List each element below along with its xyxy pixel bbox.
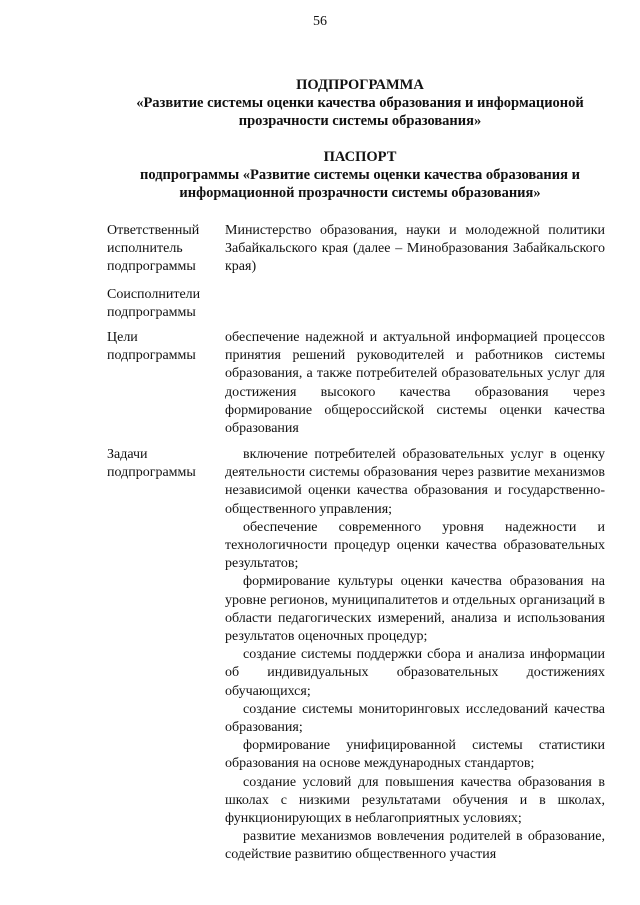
- task-item: формирование унифицированной системы статистики образования на основе международных стандартов;: [225, 738, 605, 772]
- coexecutors-label: Соисполнители подпрограммы: [107, 287, 201, 321]
- page-number: 56: [313, 14, 327, 29]
- responsible-executor-value: Министерство образования, науки и молодежной политики Забайкальского края (далее – Минобразования Забайкальского края): [225, 223, 605, 275]
- passport-title: [60, 148, 640, 202]
- subprogram-title-line-3: прозрачности системы образования»: [238, 113, 482, 129]
- passport-title-line-1: ПАСПОРТ: [323, 149, 397, 165]
- responsible-executor-label: Ответственный исполнитель подпрограммы: [107, 223, 200, 275]
- task-item: создание системы поддержки сбора и анализа информации об индивидуальных образовательных достижениях обучающихся;: [225, 647, 605, 699]
- task-item: создание условий для повышения качества образования в школах с низкими результатами обучения и в школах, функционирующих в неблагоприятных условиях;: [225, 774, 605, 827]
- goals-label: Цели подпрограммы: [107, 330, 196, 364]
- task-item: развитие механизмов вовлечения родителей в образование, содействие развитию общественного участия: [225, 829, 605, 863]
- task-item: создание системы мониторинговых исследований качества образования;: [225, 701, 605, 736]
- task-item: формирование культуры оценки качества образования на уровне регионов, муниципалитетов и отдельных организаций в области педагогических измерений, анализа и использования результатов оценочных процедур;: [225, 574, 605, 645]
- tasks-list: [225, 446, 605, 865]
- passport-title-line-2: подпрограммы «Развитие системы оценки качества образования и: [140, 167, 580, 183]
- goals-value: обеспечение надежной и актуальной информацией процессов принятия решений руководителей и работников системы образования, а также потребителей образовательных услуг для достижения высокого качества образования через формирование общероссийской системы оценки качества образования: [225, 330, 605, 437]
- tasks-label: Задачи подпрограммы: [107, 447, 196, 481]
- subprogram-title: [60, 76, 640, 130]
- passport-title-line-3: информационной прозрачности системы образования»: [179, 185, 541, 201]
- task-item: обеспечение современного уровня надежности и технологичности процедур оценки качества образовательных результатов;: [225, 519, 605, 572]
- subprogram-title-line-2: «Развитие системы оценки качества образования и информационой: [136, 95, 584, 111]
- task-item: включение потребителей образовательных услуг в оценку деятельности системы образования через развитие механизмов независимой оценки качества образования и государственно-общественного управления;: [225, 447, 605, 517]
- subprogram-title-line-1: ПОДПРОГРАММА: [296, 77, 424, 93]
